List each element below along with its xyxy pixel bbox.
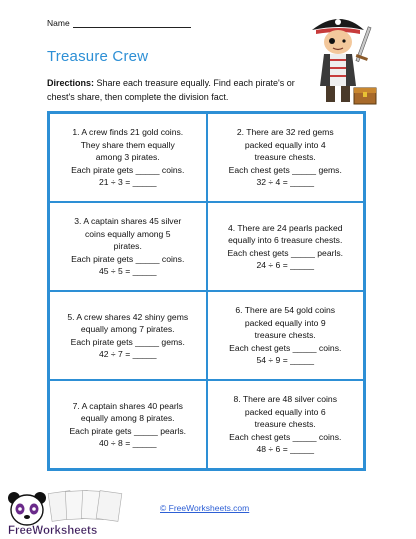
- problem-grid: [47, 111, 366, 471]
- answer-line[interactable]: Each pirate gets _____ coins.: [71, 164, 185, 175]
- problem-line: 8. There are 48 silver coins: [233, 394, 337, 405]
- problem-cell: [49, 291, 207, 380]
- problem-line: packed equally into 4: [244, 139, 326, 150]
- problem-line: coins equally among 5: [84, 228, 171, 239]
- problem-line: They share them equally: [80, 139, 175, 150]
- problem-cell: [49, 113, 207, 202]
- answer-line[interactable]: Each pirate gets _____ pearls.: [69, 425, 187, 436]
- division-fact[interactable]: 32 ÷ 4 = _____: [256, 177, 315, 188]
- division-fact[interactable]: 54 ÷ 9 = _____: [256, 355, 315, 366]
- answer-line[interactable]: Each chest gets _____ gems.: [228, 164, 342, 175]
- problem-line: 5. A crew shares 42 shiny gems: [67, 311, 189, 322]
- problem-cell: [49, 380, 207, 469]
- directions: [47, 77, 322, 104]
- problem-line: 1. A crew finds 21 gold coins.: [72, 127, 184, 138]
- worksheet-title: Treasure Crew: [47, 48, 149, 65]
- name-field: [47, 18, 191, 28]
- logo-wordmark: FreeWorksheets: [8, 525, 98, 537]
- division-fact[interactable]: 48 ÷ 6 = _____: [256, 444, 315, 455]
- problem-line: equally among 8 pirates.: [80, 413, 175, 424]
- answer-line[interactable]: Each pirate gets _____ gems.: [70, 336, 185, 347]
- problem-line: 3. A captain shares 45 silver: [74, 216, 182, 227]
- problem-line: packed equally into 9: [244, 317, 326, 328]
- problem-line: 2. There are 32 red gems: [236, 127, 334, 138]
- problem-line: equally into 6 treasure chests.: [228, 235, 343, 246]
- problem-line: treasure chests.: [254, 330, 316, 341]
- problem-line: treasure chests.: [254, 419, 316, 430]
- answer-line[interactable]: Each chest gets _____ coins.: [229, 342, 342, 353]
- answer-line[interactable]: Each chest gets _____ coins.: [229, 431, 342, 442]
- division-fact[interactable]: 21 ÷ 3 = _____: [98, 177, 157, 188]
- copyright-link[interactable]: © FreeWorksheets.com: [160, 503, 250, 513]
- problem-line: 4. There are 24 pearls packed: [228, 222, 343, 233]
- problem-line: packed equally into 6: [244, 406, 326, 417]
- directions-text: Share each treasure equally. Find each pirate's or chest's share, then complete the division fact.: [47, 78, 295, 102]
- problem-cell: [207, 380, 365, 469]
- panda-logo-icon: [4, 488, 149, 538]
- problem-line: among 3 pirates.: [95, 152, 160, 163]
- division-fact[interactable]: 24 ÷ 6 = _____: [256, 259, 315, 270]
- problem-line: treasure chests.: [254, 152, 316, 163]
- problem-cell: [207, 202, 365, 291]
- pirate-icon: [300, 8, 380, 108]
- division-fact[interactable]: 45 ÷ 5 = _____: [98, 266, 157, 277]
- division-fact[interactable]: 40 ÷ 8 = _____: [98, 437, 157, 448]
- division-fact[interactable]: 42 ÷ 7 = _____: [98, 348, 157, 359]
- problem-cell: [49, 202, 207, 291]
- problem-cell: [207, 291, 365, 380]
- answer-line[interactable]: Each pirate gets _____ coins.: [71, 253, 185, 264]
- answer-line[interactable]: Each chest gets _____ pearls.: [227, 247, 344, 258]
- problem-line: pirates.: [113, 241, 142, 252]
- problem-line: 7. A captain shares 40 pearls: [72, 400, 183, 411]
- directions-label: Directions:: [47, 78, 95, 88]
- name-label: Name: [47, 18, 70, 28]
- problem-line: 6. There are 54 gold coins: [235, 305, 336, 316]
- name-line[interactable]: [73, 18, 191, 28]
- problem-cell: [207, 113, 365, 202]
- problem-line: equally among 7 pirates.: [80, 324, 175, 335]
